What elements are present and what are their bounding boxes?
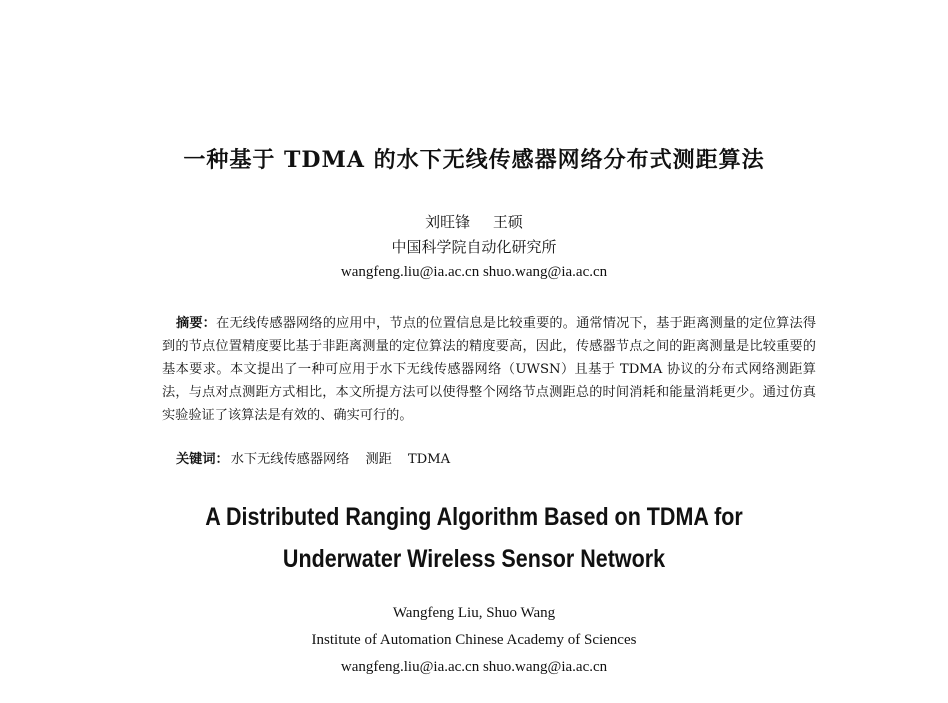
abstract-label: 摘要： [176,316,217,331]
keyword: 测距 [365,452,392,467]
english-email: wangfeng.liu@ia.ac.cn shuo.wang@ia.ac.cn [340,659,608,675]
english-authors: Wangfeng Liu, Shuo Wang [392,605,556,621]
keyword: TDMA [407,452,451,467]
chinese-email: wangfeng.liu@ia.ac.cn shuo.wang@ia.ac.cn [340,264,608,280]
chinese-title: 一种基于 TDMA 的水下无线传感器网络分布式测距算法 [183,147,765,173]
chinese-authors [0,211,948,232]
chinese-institution: 中国科学院自动化研究所 [391,238,557,256]
chinese-keywords [176,448,450,467]
keywords-label: 关键词： [176,452,229,467]
abstract-text: 在无线传感器网络的应用中，节点的位置信息是比较重要的。通常情况下，基于距离测量的定位算法得到的节点位置精度要比基于非距离测量的定位算法的精度要高，因此，传感器节点之间的距离测量是比较重要的基本要求。本文提出了一种可应用于水下无线传感器网络（UWSN）且基于 TDMA 协议的分布式网络测距算法，与点对点测距方式相比，本文所提方法可以使得整个网络节点测距总的时间消耗和能量消耗更少。通过仿真实验验证了该算法是有效的、确实可行的。 [162,316,817,423]
chinese-abstract [162,312,816,427]
author-name: 王硕 [492,213,523,231]
english-institution: Institute of Automation Chinese Academy of Sciences [311,632,637,648]
keyword: 水下无线传感器网络 [230,452,350,467]
english-title-line-1: A Distributed Ranging Algorithm Based on TDMA for [205,503,743,531]
english-title-line-2: Underwater Wireless Sensor Network [282,545,666,573]
author-name: 刘旺锋 [425,213,471,231]
